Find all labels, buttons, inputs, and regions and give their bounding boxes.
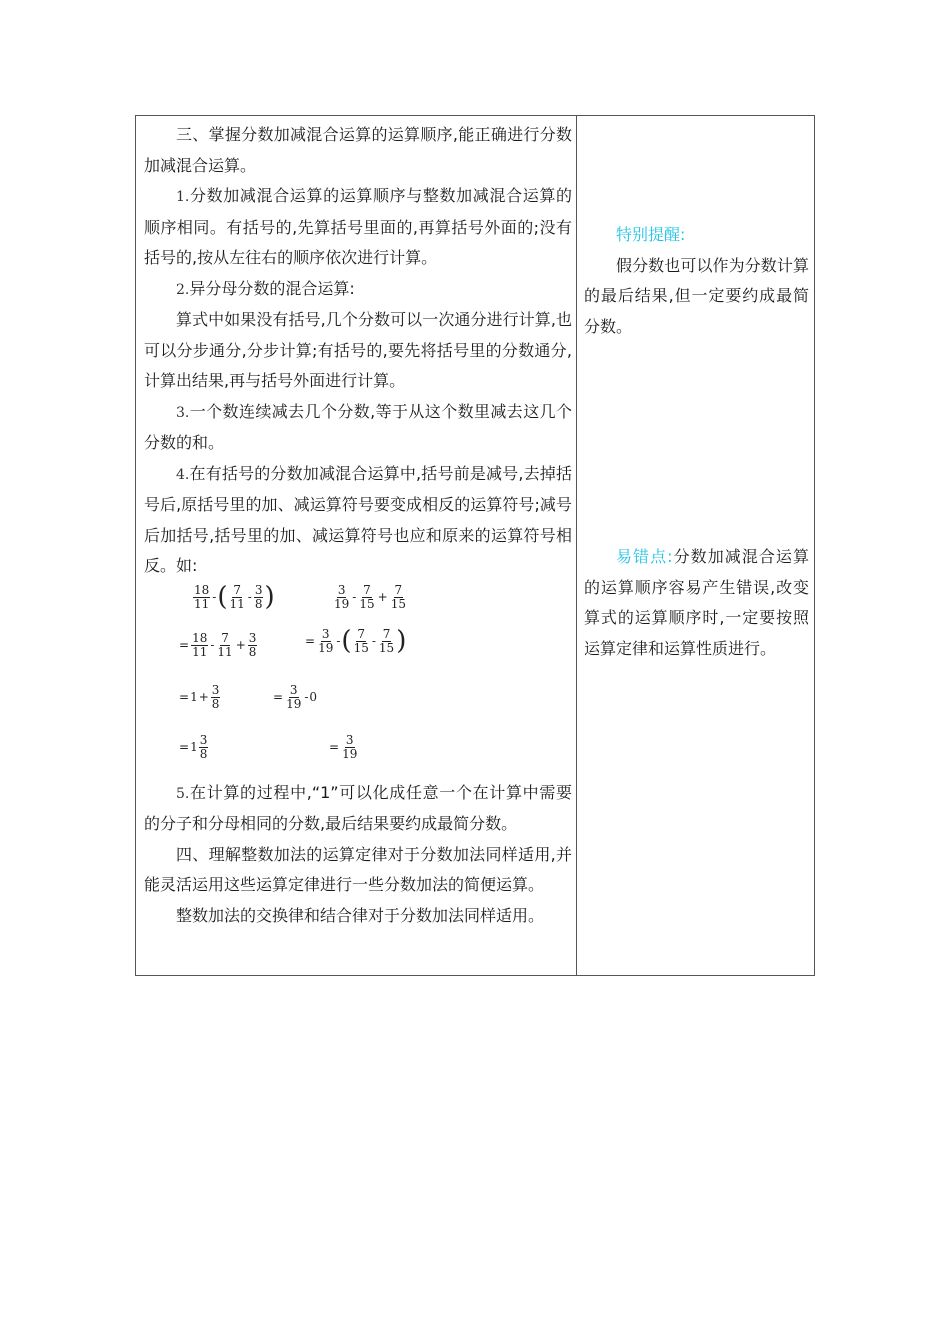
fraction [341,734,358,761]
fraction [378,628,395,655]
denominator: 15 [390,596,406,611]
example-1-step-3 [178,684,221,711]
plus-sign: + [235,638,246,652]
numerator: 7 [363,582,371,597]
numerator: 3 [289,682,298,697]
fraction [254,584,264,611]
equals-sign: = [273,690,284,704]
content-table [135,115,815,976]
minus-sign: - [212,590,217,604]
numerator: 3 [254,582,263,597]
denominator: 15 [378,640,395,655]
minus-sign: - [304,690,309,704]
plus-sign: + [198,690,209,704]
equals-sign: = [305,634,316,648]
numerator: 3 [337,582,346,597]
numerator: 3 [211,682,220,697]
tip-label: 特别提醒: [616,225,686,244]
right-paren: ) [396,626,407,656]
error-label: 易错点: [616,547,673,566]
item-3 [144,397,572,459]
zero: 0 [309,690,318,704]
denominator: 19 [334,596,350,611]
column-divider [576,116,577,975]
denominator: 11 [217,644,233,659]
example-1-step-4 [178,734,209,761]
special-tip [584,220,809,342]
numerator: 3 [199,732,208,747]
whole-number: 1 [190,740,198,754]
fraction [333,584,350,611]
item-3-text: 一个数连续减去几个分数,等于从这个数里减去这几个分数的和。 [144,401,572,452]
fraction [285,684,302,711]
denominator: 11 [192,644,208,659]
plus-sign: + [377,590,388,604]
numerator: 3 [248,630,257,645]
numerator: 7 [357,626,366,641]
example-2-step-1 [332,584,408,611]
denominator: 19 [342,746,358,761]
right-paren: ) [264,582,275,612]
item-2-text: 异分母分数的混合运算: [189,278,355,298]
item-4 [144,459,572,582]
section-4-text: 整数加法的交换律和结合律对于分数加法同样适用。 [176,905,545,925]
example-2-step-2 [304,628,406,655]
equals-sign: = [179,740,190,754]
section-4-title: 四、理解整数加法的运算定律对于分数加法同样适用,并能灵活运用这些运算定律进行一些分数加法的简便运算。 [144,844,572,894]
fraction [317,628,334,655]
fraction [211,684,221,711]
fraction [191,632,208,659]
item-3-number: 3. [176,404,190,421]
equals-sign: = [179,638,190,652]
fraction [216,632,233,659]
fraction [199,734,209,761]
item-1-text: 分数加减混合运算的运算顺序与整数加减混合运算的顺序相同。有括号的,先算括号里面的,再算括号外面的;没有括号的,按从左往右的顺序依次进行计算。 [144,186,572,267]
denominator: 11 [229,596,245,611]
minus-sign: - [336,634,341,648]
tip-text: 假分数也可以作为分数计算的最后结果,但一定要约成最简分数。 [584,255,809,336]
minus-sign: - [352,590,357,604]
denominator: 11 [194,596,210,611]
equals-sign: = [179,690,190,704]
error-text: 分数加减混合运算的运算顺序容易产生错误,改变算式的运算顺序时,一定要按照运算定律和运算性质进行。 [584,547,809,658]
minus-sign: - [247,590,252,604]
worked-examples [144,582,572,778]
section-3-title: 三、掌握分数加减混合运算的运算顺序,能正确进行分数加减混合运算。 [144,125,572,175]
numerator: 18 [194,582,210,597]
numerator: 7 [394,582,403,597]
fraction [193,584,210,611]
minus-sign: - [371,634,376,648]
item-1 [144,181,572,274]
fraction [353,628,370,655]
example-1-step-1 [192,584,275,611]
denominator: 8 [254,596,263,611]
item-2-detail: 算式中如果没有括号,几个分数可以一次通分进行计算,也可以分步通分,分步计算;有括号的,要先将括号里的分数通分,计算出结果,再与括号外面进行计算。 [144,310,572,390]
denominator: 19 [318,640,334,655]
fraction [358,584,375,611]
item-5 [144,778,572,840]
fraction [229,584,246,611]
fraction [248,632,258,659]
numerator: 7 [221,630,229,645]
item-1-number: 1. [176,189,190,205]
example-2-step-4 [328,734,359,761]
example-1-step-2 [178,632,258,659]
numerator: 18 [192,630,208,645]
denominator: 8 [211,696,220,711]
numerator: 7 [382,626,391,641]
denominator: 15 [353,640,369,655]
numerator: 3 [321,626,330,641]
example-2-step-3 [272,684,317,711]
error-note [584,542,809,664]
left-paren: ( [217,582,228,612]
fraction [390,584,407,611]
item-5-text: 在计算的过程中,“1”可以化成任意一个在计算中需要的分子和分母相同的分数,最后结果要约成最简分数。 [144,782,572,833]
equals-sign: = [329,740,340,754]
item-5-number: 5. [176,785,190,802]
left-paren: ( [341,626,352,656]
denominator: 15 [359,596,375,611]
numerator: 7 [233,582,241,597]
main-column [144,120,572,931]
item-4-number: 4. [176,466,190,483]
numerator: 3 [345,732,354,747]
item-4-text: 在有括号的分数加减混合运算中,括号前是减号,去掉括号后,原括号里的加、减运算符号要变成相反的运算符号;减号后加括号,括号里的加、减运算符号也应和原来的运算符号相反。如: [144,463,572,575]
item-2-number: 2. [176,281,190,298]
whole-number: 1 [190,690,198,704]
denominator: 19 [286,696,302,711]
error-prone-tip [584,542,809,664]
denominator: 8 [248,644,257,659]
minus-sign: - [210,638,215,652]
item-2 [144,274,572,306]
denominator: 8 [199,746,208,761]
tip-label-line [584,220,809,251]
